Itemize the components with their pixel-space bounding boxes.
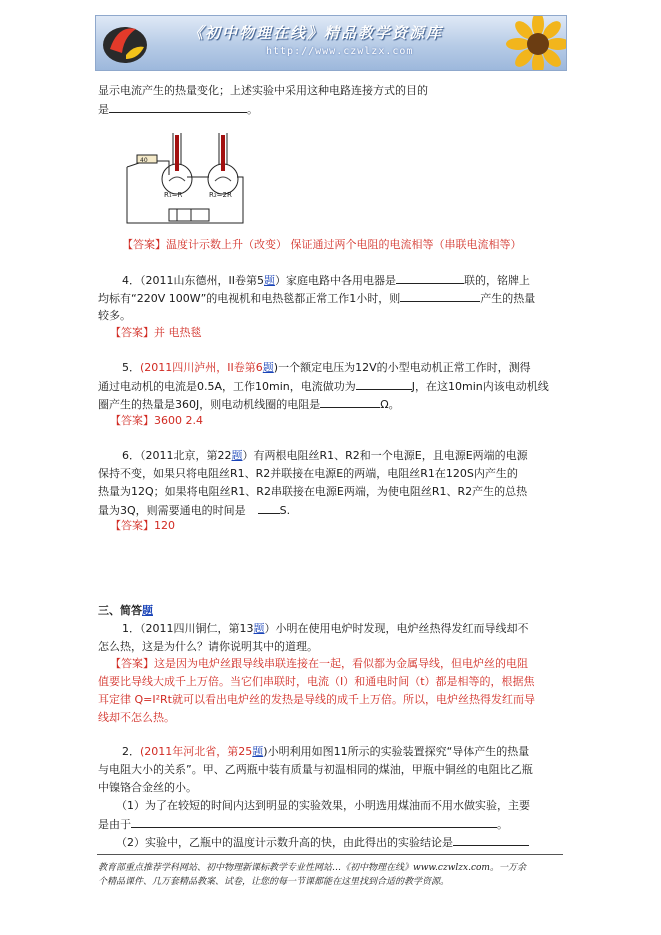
figure-r1-label: R₁=R <box>164 191 183 199</box>
q6-line4 <box>98 502 290 519</box>
q5-line1 <box>122 360 531 376</box>
q3-line2-suffix: 。 <box>247 103 258 116</box>
q6-line4-a: 量为3Q，则需要通电的时间是 <box>98 504 246 517</box>
s1-answer-line2: 值要比导线大成千上万倍。当它们串联时，电流（I）和通电时间（t）都是相等的，根据焦 <box>98 675 535 688</box>
q4-line3: 较多。 <box>98 309 131 322</box>
q5-line3-a: 圈产生的热量是360J，则电动机线圈的电阻是 <box>98 398 321 411</box>
q6-line1-a: 6．（2011北京，第22 <box>122 449 232 462</box>
s2-line3: 中镍铬合金丝的小。 <box>98 781 197 794</box>
banner-url[interactable]: http://www.czwlzx.com <box>266 46 414 57</box>
q5-blank-1[interactable] <box>356 378 412 390</box>
s1-line1 <box>122 621 529 637</box>
banner-title: 《初中物理在线》精品教学资源库 <box>188 24 444 42</box>
s2-line6-text: （2）实验中，乙瓶中的温度计示数升高的快，由此得出的实验结论是 <box>116 836 453 849</box>
s1-answer-text-1: 这是因为电炉丝跟导线串联连接在一起，看似都为金属导线，但电炉丝的电阻 <box>154 657 528 670</box>
s1-answer-line4: 线却不怎么热。 <box>98 711 175 724</box>
s1-line1-a: 1．（2011四川铜仁，第13 <box>122 622 254 635</box>
q3-line1: 显示电流产生的热量变化；上述实验中采用这种电路连接方式的目的 <box>98 84 428 97</box>
figure-pin-label: 40 <box>140 157 148 164</box>
s1-answer-tag: 【答案】 <box>110 657 154 670</box>
q3-line2-prefix: 是 <box>98 103 109 116</box>
q5-line3 <box>98 396 400 413</box>
q5-source: (2011四川泸州，II卷第6 <box>140 361 263 374</box>
s2-blank-2[interactable] <box>453 834 529 846</box>
q5-line1-a: 5． <box>122 361 140 374</box>
q4-line2 <box>98 290 535 307</box>
circuit-diagram <box>125 125 250 225</box>
q5-line1-b: )一个额定电压为12V的小型电动机正常工作时，测得 <box>273 361 531 374</box>
q6-answer <box>110 518 175 534</box>
q4-question-link[interactable]: 题 <box>263 274 275 287</box>
s2-line5-b: 。 <box>497 818 508 831</box>
q5-line2 <box>98 378 549 395</box>
q5-question-link[interactable]: 题 <box>262 361 274 374</box>
q4-answer-tag: 【答案】 <box>110 326 154 339</box>
s2-line5 <box>98 816 508 833</box>
footer-divider <box>97 854 563 855</box>
s1-line2: 怎么热，这是为什么？请你说明其中的道理。 <box>98 640 318 653</box>
q3-answer-text: 温度计示数上升（改变） 保证通过两个电阻的电流相等（串联电流相等） <box>166 238 522 251</box>
q5-answer-tag: 【答案】 <box>110 414 154 427</box>
header-banner <box>95 15 567 71</box>
q4-line2-b: 产生的热量 <box>480 292 536 305</box>
s2-line4: （1）为了在较短的时间内达到明显的实验效果，小明选用煤油而不用水做实验，主要 <box>116 799 530 812</box>
q4-line1-a: 4．（2011山东德州，II卷第5 <box>122 274 264 287</box>
site-logo-icon <box>100 19 150 67</box>
s2-line1 <box>122 744 529 760</box>
q3-answer <box>122 237 522 253</box>
q6-line3: 热量为12Q；如果将电阻丝R1、R2串联接在电源E两端，为使电阻丝R1、R2产生的总热 <box>98 485 528 498</box>
sunflower-icon <box>494 15 567 71</box>
q4-line1-c: 联的，铭牌上 <box>463 274 530 287</box>
q5-answer-text: 3600 2.4 <box>154 414 203 427</box>
s2-question-link[interactable]: 题 <box>252 745 264 758</box>
q5-answer <box>110 413 203 429</box>
footer-line2: 个精品课件、几万套精品教案、试卷，让您的每一节课都能在这里找到合适的教学资源。 <box>98 877 450 887</box>
q6-answer-tag: 【答案】 <box>110 519 154 532</box>
figure-r2-label: R₂=2R <box>209 191 232 199</box>
q6-blank[interactable] <box>258 502 280 514</box>
q6-line2: 保持不变，如果只将电阻丝R1、R2并联接在电源E的两端，电阻丝R1在120S内产生的 <box>98 467 518 480</box>
footer-line1: 教育部重点推荐学科网站、初中物理新课标教学专业性网站…《初中物理在线》www.czwlzx.com。一万余 <box>98 863 526 873</box>
q5-line2-a: 通过电动机的电流是0.5A，工作10min，电流做功为 <box>98 380 356 393</box>
q4-line1 <box>122 272 530 289</box>
s2-line1-b: )小明利用如图11所示的实验装置探究“导体产生的热量 <box>263 745 530 758</box>
s2-source: (2011年河北省，第25 <box>140 745 253 758</box>
section-heading-link[interactable]: 题 <box>142 604 153 617</box>
q6-question-link[interactable]: 题 <box>231 449 243 462</box>
s1-question-link[interactable]: 题 <box>253 622 265 635</box>
q5-line3-b: Ω。 <box>380 398 400 411</box>
q6-answer-text: 120 <box>154 519 175 532</box>
q4-blank-1[interactable] <box>396 272 464 284</box>
q4-answer <box>110 325 202 341</box>
s2-line2: 与电阻大小的关系”。甲、乙两瓶中装有质量与初温相同的煤油，甲瓶中铜丝的电阻比乙瓶 <box>98 763 533 776</box>
s1-answer-line3: 耳定律 Q=I²Rt就可以看出电炉丝的发热是导线的成千上万倍。所以，电炉丝热得发红而导 <box>98 693 535 706</box>
q3-line2 <box>98 101 258 118</box>
q6-line4-b: S. <box>279 504 291 517</box>
s2-line1-a: 2． <box>122 745 140 758</box>
q3-blank[interactable] <box>109 101 247 113</box>
q5-blank-2[interactable] <box>320 396 380 408</box>
section-heading <box>98 603 153 619</box>
s1-answer-line1 <box>110 656 528 672</box>
q6-line1-b: ）有两根电阻丝R1、R2和一个电源E，且电源E两端的电源 <box>242 449 528 462</box>
q6-line1 <box>122 448 528 464</box>
q3-answer-tag: 【答案】 <box>122 238 166 251</box>
s1-line1-b: ）小明在使用电炉时发现，电炉丝热得发红而导线却不 <box>264 622 529 635</box>
section-heading-text: 三、简答 <box>98 604 142 617</box>
s2-line6 <box>116 834 529 851</box>
q4-answer-text: 并 电热毯 <box>154 326 202 339</box>
q4-line1-b: ）家庭电路中各用电器是 <box>274 274 396 287</box>
q4-blank-2[interactable] <box>400 290 480 302</box>
q5-line2-b: J，在这10min内该电动机线 <box>411 380 549 393</box>
s2-blank-1[interactable] <box>131 816 497 828</box>
s2-line5-a: 是由于 <box>98 818 131 831</box>
q4-line2-a: 均标有“220V 100W”的电视机和电热毯都正常工作1小时，则 <box>98 292 401 305</box>
